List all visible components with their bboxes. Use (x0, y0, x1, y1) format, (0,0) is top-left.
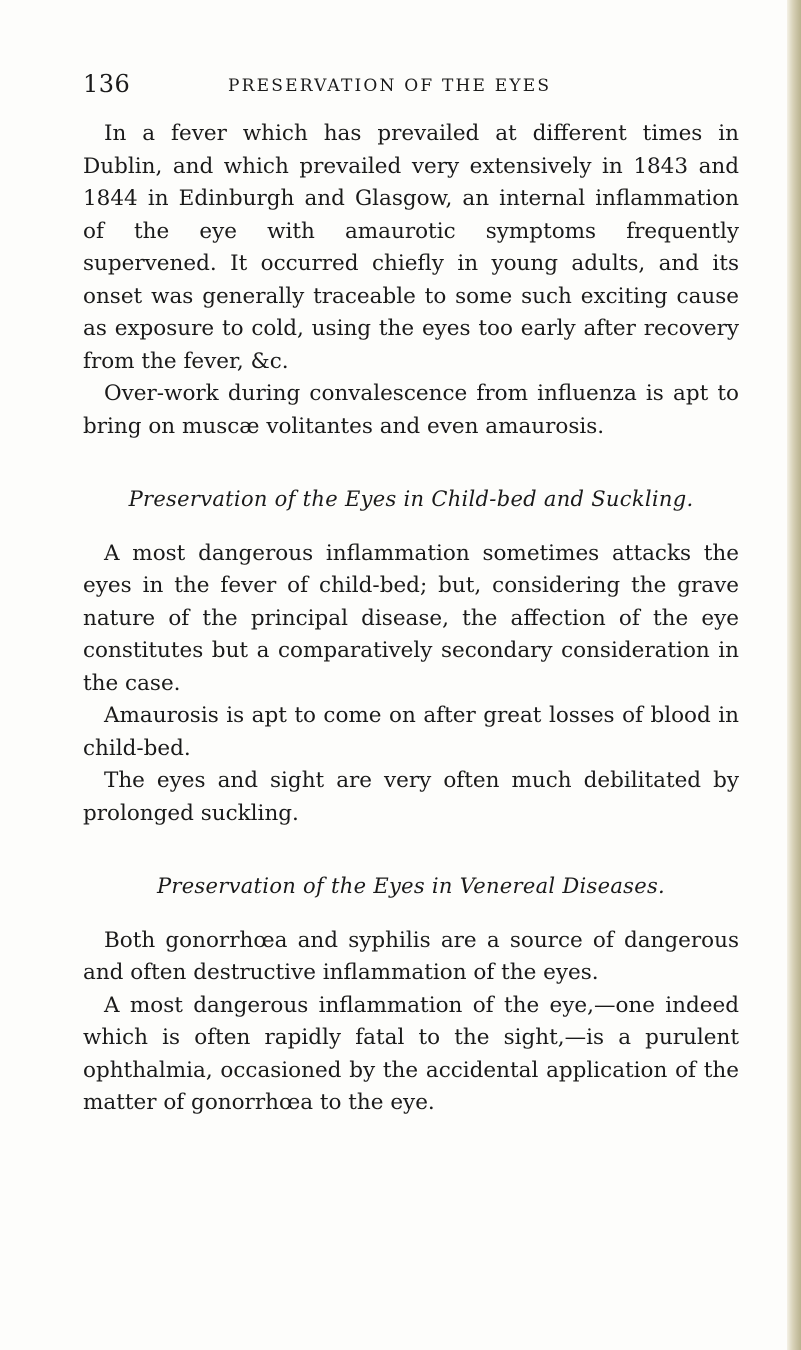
paragraph: In a fever which has prevailed at different times in Dublin, and which prevailed very extensively in 1843 and 1844 in Edinburgh and Glasgow, an internal inflammation of the eye with amaurotic symptoms frequently supervened. It occurred chiefly in young adults, and its onset was generally traceable to some such exciting cause as exposure to cold, using the eyes too early after recovery from the fever, &c. (83, 121, 739, 374)
page-body (83, 118, 739, 1120)
page-edge (787, 0, 801, 1350)
paragraph: The eyes and sight are very often much debilitated by prolonged suckling. (83, 768, 739, 826)
paragraph: Both gonorrhœa and syphilis are a source of dangerous and often destructive inflammation of the eyes. (83, 927, 739, 985)
paragraph: A most dangerous inflammation of the eye,—one indeed which is often rapidly fatal to the sight,—is a purulent ophthalmia, occasioned by the accidental application of the matter of gonorrhœa to the eye. (83, 992, 739, 1115)
paragraph: Over-work during convalescence from influenza is apt to bring on muscæ volitantes and even amaurosis. (83, 381, 739, 439)
running-head: PRESERVATION OF THE EYES (228, 76, 552, 96)
paragraph: A most dangerous inflammation sometimes attacks the eyes in the fever of child-bed; but, considering the grave nature of the principal disease, the affection of the eye constitutes but a comparatively secondary consideration in the case. (83, 540, 739, 696)
section-heading-venereal: Preservation of the Eyes in Venereal Diseases. (156, 874, 666, 898)
paragraph: Amaurosis is apt to come on after great losses of blood in child-bed. (83, 703, 739, 761)
page-number: 136 (83, 70, 131, 98)
section-heading-child-bed: Preservation of the Eyes in Child-bed and Suckling. (128, 487, 694, 511)
